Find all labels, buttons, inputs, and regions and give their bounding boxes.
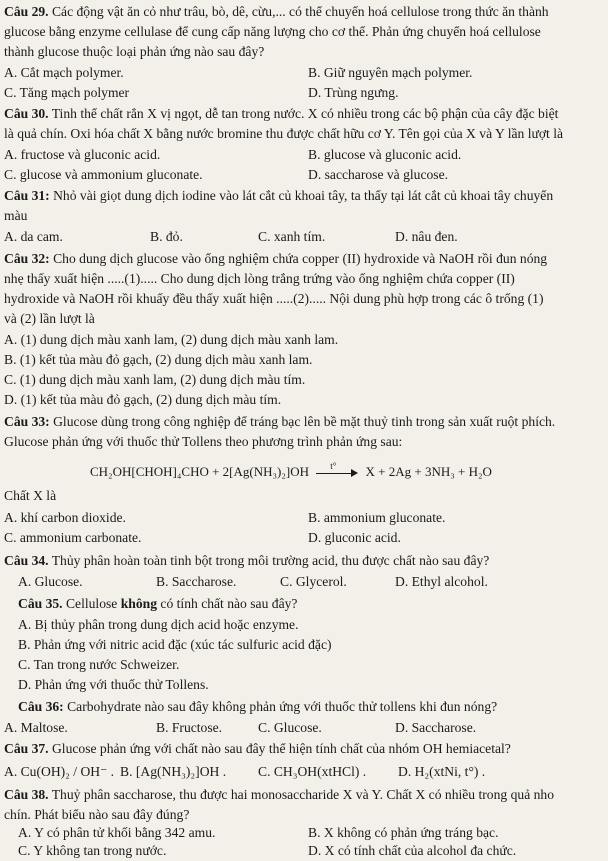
reaction-products: X + 2Ag + 3NH₃ + H₂O — [365, 464, 492, 479]
q35-stem: Câu 35. Cellulose không có tính chất nào sau đây? — [18, 596, 298, 611]
reaction-arrow — [316, 461, 358, 478]
q33-stem-line-2: Glucose phản ứng với thuốc thử Tollens theo phương trình phản ứng sau: — [4, 434, 403, 449]
q37-option-a: A. Cu(OH)₂ / OH⁻ . — [4, 764, 115, 779]
q35-option-a: A. Bị thủy phân trong dung dịch acid hoặc enzyme. — [18, 617, 299, 632]
q33-option-c: C. ammonium carbonate. — [4, 530, 142, 545]
q34-option-a: A. Glucose. — [18, 574, 83, 589]
q30-option-c: C. glucose và ammonium gluconate. — [4, 167, 203, 182]
q33-stem-line-3: Chất X là — [4, 488, 57, 503]
q32-stem-line-3: hydroxide và NaOH rồi khuấy đều thấy xuất hiện .....(2)..... Nội dung phù hợp trong các ô trống (1) — [4, 291, 544, 306]
q38-option-d: D. X có tính chất của alcohol đa chức. — [308, 843, 517, 858]
q29-stem-line-1: Câu 29. Các động vật ăn cỏ như trâu, bò, dê, cừu,... có thể chuyển hoá cellulose trong thức ăn thành — [4, 4, 549, 19]
q35-option-b: B. Phản ứng với nitric acid đặc (xúc tác sulfuric acid đặc) — [18, 637, 332, 652]
q29-option-a: A. Cắt mạch polymer. — [4, 65, 124, 80]
q31-option-b: B. đỏ. — [150, 229, 183, 244]
q36-option-d: D. Saccharose. — [395, 720, 477, 735]
q36-option-b: B. Fructose. — [156, 720, 223, 735]
q29-option-d: D. Trùng ngưng. — [308, 85, 399, 100]
q30-stem-line-2: là quả chín. Oxi hóa chất X bằng nước bromine thu được chất hữu cơ Y. Tên gọi của X và Y lần lượt là — [4, 126, 564, 141]
q31-option-c: C. xanh tím. — [258, 229, 326, 244]
tollens-reaction-equation — [90, 462, 492, 482]
q37-option-b: B. [Ag(NH₃)₂]OH . — [120, 764, 227, 779]
q38-option-a: A. Y có phân tử khối bằng 342 amu. — [18, 825, 216, 840]
q36-stem: Câu 36: Carbohydrate nào sau đây không phản ứng với thuốc thử tollens khi đun nóng? — [18, 699, 498, 714]
q30-stem-line-1: Câu 30. Tinh thể chất rắn X vị ngọt, dễ tan trong nước. X có nhiều trong các bộ phận của cây đặc biệt — [4, 106, 559, 121]
q32-option-b: B. (1) kết tủa màu đỏ gạch, (2) dung dịch màu xanh lam. — [4, 352, 313, 367]
q36-option-a: A. Maltose. — [4, 720, 68, 735]
q38-stem-line-2: chín. Phát biểu nào sau đây đúng? — [4, 807, 190, 822]
q31-option-a: A. da cam. — [4, 229, 63, 244]
q38-option-c: C. Y không tan trong nước. — [18, 843, 167, 858]
q31-stem-line-2: màu — [4, 208, 28, 223]
q35-option-c: C. Tan trong nước Schweizer. — [18, 657, 180, 672]
q30-option-b: B. glucose và gluconic acid. — [308, 147, 462, 162]
q29-stem-line-2: glucose bằng enzyme cellulase để cung cấp năng lượng cho cơ thể. Phản ứng chuyển hoá cellulose — [4, 24, 541, 39]
q30-option-d: D. saccharose và glucose. — [308, 167, 449, 182]
q32-option-c: C. (1) dung dịch màu xanh lam, (2) dung dịch màu tím. — [4, 372, 306, 387]
q38-option-b: B. X không có phản ứng tráng bạc. — [308, 825, 499, 840]
q32-stem-line-2: nhẹ thấy xuất hiện .....(1)..... Cho dung dịch lòng trắng trứng vào ống nghiệm chứa copper (II) — [4, 271, 515, 286]
q32-stem-line-1: Câu 32: Cho dung dịch glucose vào ống nghiệm chứa copper (II) hydroxide và NaOH rồi đun nóng — [4, 251, 548, 266]
q32-option-d: D. (1) kết tủa màu đỏ gạch, (2) dung dịch màu tím. — [4, 392, 282, 407]
q29-option-c: C. Tăng mạch polymer — [4, 85, 130, 100]
q33-option-d: D. gluconic acid. — [308, 530, 401, 545]
q30-option-a: A. fructose và gluconic acid. — [4, 147, 161, 162]
q29-option-b: B. Giữ nguyên mạch polymer. — [308, 65, 473, 80]
q33-stem-line-1: Câu 33: Glucose dùng trong công nghiệp để tráng bạc lên bề mặt thuỷ tinh trong sản xuất ruột phích. — [4, 414, 556, 429]
q35-option-d: D. Phản ứng với thuốc thử Tollens. — [18, 677, 209, 692]
q34-option-c: C. Glycerol. — [280, 574, 347, 589]
q37-option-c: C. CH₃OH(xtHCl) . — [258, 764, 367, 779]
q31-option-d: D. nâu đen. — [395, 229, 458, 244]
q29-stem-line-3: thành glucose thuộc loại phản ứng nào sau đây? — [4, 44, 265, 59]
q34-stem: Câu 34. Thủy phân hoàn toàn tinh bột trong môi trường acid, thu được chất nào sau đây? — [4, 553, 490, 568]
q38-stem-line-1: Câu 38. Thuỷ phân saccharose, thu được hai monosaccharide X và Y. Chất X có nhiều trong quả nho — [4, 787, 555, 802]
reaction-reactants: CH₂OH[CHOH]₄CHO + 2[Ag(NH₃)₂]OH — [90, 464, 309, 479]
q36-option-c: C. Glucose. — [258, 720, 322, 735]
reaction-condition: t° — [330, 461, 337, 472]
q37-option-d: D. H₂(xtNi, t°) . — [398, 764, 486, 779]
q34-option-d: D. Ethyl alcohol. — [395, 574, 488, 589]
q33-option-a: A. khí carbon dioxide. — [4, 510, 126, 525]
q31-stem-line-1: Câu 31: Nhỏ vài giọt dung dịch iodine vào lát cắt củ khoai tây, ta thấy tại lát cắt củ khoai tây chuyển — [4, 188, 554, 203]
q32-stem-line-4: và (2) lần lượt là — [4, 311, 95, 326]
q34-option-b: B. Saccharose. — [156, 574, 237, 589]
q37-stem: Câu 37. Glucose phản ứng với chất nào sau đây thể hiện tính chất của nhóm OH hemiacetal? — [4, 741, 511, 756]
q33-option-b: B. ammonium gluconate. — [308, 510, 446, 525]
q32-option-a: A. (1) dung dịch màu xanh lam, (2) dung dịch màu xanh lam. — [4, 332, 339, 347]
